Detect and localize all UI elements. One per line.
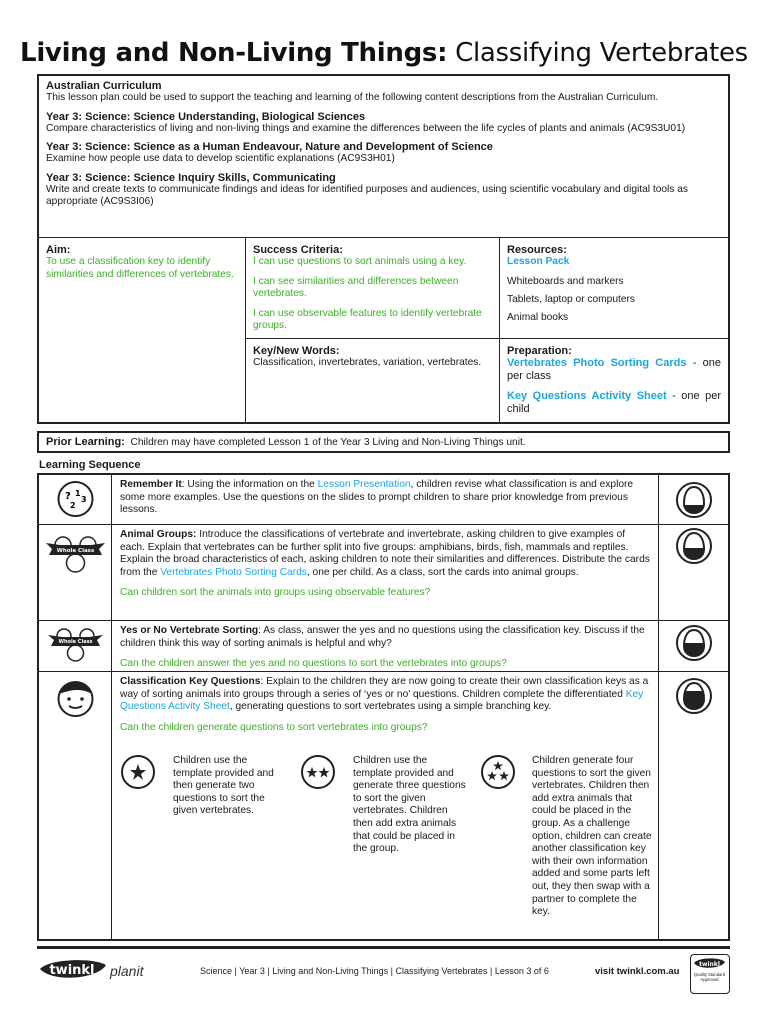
assessment-question: Can the children generate questions to sort vertebrates into groups? <box>120 721 428 733</box>
resource-item: Whiteboards and markers <box>507 275 624 287</box>
curriculum-heading: Australian Curriculum <box>46 80 162 92</box>
footer-divider <box>37 946 730 949</box>
resources-label: Resources: <box>507 244 567 256</box>
prior-label: Prior Learning: <box>46 436 125 448</box>
sequence-content: Classification Key Questions: Explain to the children they are now going to create their own classification keys as a way of sorting animals into groups through a series of ‘yes or no’ questions. Children complete the differentiated Key Questions Activity Sheet, generating questions to sort vertebrates using a simple branching key. Can the children generate questions to sort vertebrates into groups? <box>113 672 658 738</box>
differentiation-text: Children use the template provided and then generate two questions to sort the given vertebrates. <box>173 755 274 817</box>
curriculum-item-heading: Year 3: Science: Science Understanding, Biological Sciences <box>46 110 366 123</box>
svg-text:2: 2 <box>70 501 76 510</box>
success-label: Success Criteria: <box>253 244 343 256</box>
child-face-icon <box>39 672 112 732</box>
curriculum-item-text: Compare characteristics of living and non-living things and examine the differences between the life cycles of plants and animals (AC9S3U01) <box>46 122 686 134</box>
sequence-content: Animal Groups: Introduce the classifications of vertebrate and invertebrate, asking children to give examples of each. Explain that vertebrates can be further split into five groups: amphibians, birds, fish, mammals and reptiles. Explain the broad characteristics of each, asking children to note their similarities and differences. Distribute the cards from the Vertebrates Photo Sorting Cards, one per child. As a class, sort the cards into animal groups. Can children sort the animals into groups using observable features? <box>120 529 650 598</box>
assessment-egg-icon <box>659 475 729 525</box>
activity-sheet-link[interactable]: Key Questions Activity Sheet <box>120 688 644 712</box>
prep-text: - one per class <box>507 357 721 382</box>
prep-text: - one per child <box>507 390 721 415</box>
lesson-pack-link[interactable]: Lesson Pack <box>507 256 570 267</box>
quality-standard-badge: twinkl Quality Standard Approved <box>690 954 730 994</box>
curriculum-intro: This lesson plan could be used to support the teaching and learning of the following content descriptions from the Australian Curriculum. <box>46 92 659 103</box>
svg-text:Whole Class: Whole Class <box>56 548 95 554</box>
sequence-content: Remember It: Using the information on the Lesson Presentation, children revise what classification is and explore some more examples. Use the questions on the slides to prompt children to share prior knowledge from previous lessons. <box>120 479 634 515</box>
keywords-label: Key/New Words: <box>253 345 340 357</box>
curriculum-item-heading: Year 3: Science: Science Inquiry Skills, Communicating <box>46 171 336 184</box>
learning-sequence-label: Learning Sequence <box>39 459 141 471</box>
prior-learning-box <box>37 431 730 453</box>
assessment-egg-icon <box>659 621 729 672</box>
success-item: I can use questions to sort animals using a key. <box>253 256 467 267</box>
twinkl-logo <box>38 955 108 990</box>
differentiation-text: Children use the template provided and generate three questions to sort the given vertebrates. Children then add extra animals that could be placed in the group. <box>353 755 466 855</box>
success-item: I can see similarities and differences between vertebrates. <box>253 275 459 299</box>
svg-text:?: ? <box>65 491 71 502</box>
resource-item: Animal books <box>507 311 569 323</box>
keywords-text: Classification, invertebrates, variation, vertebrates. <box>253 357 482 368</box>
lesson-details-grid <box>39 237 728 422</box>
sorting-cards-link[interactable]: Vertebrates Photo Sorting Cards <box>507 357 687 369</box>
success-item: I can use observable features to identify vertebrate groups. <box>253 307 482 331</box>
assessment-egg-icon <box>659 525 729 621</box>
sequence-content: Yes or No Vertebrate Sorting: As class, answer the yes and no questions using the classification key. Discuss if the children think this way of sorting animals is helpful and why? Can the children answer the yes and no questions to sort the vertebrates into groups? <box>113 621 658 675</box>
svg-text:twinkl: twinkl <box>49 963 95 978</box>
curriculum-box <box>37 74 730 424</box>
footer-url[interactable]: visit twinkl.com.au <box>595 966 680 977</box>
sequence-row <box>39 672 728 939</box>
svg-text:3: 3 <box>81 495 87 504</box>
resources-cell <box>500 238 728 339</box>
aim-label: Aim: <box>46 244 71 256</box>
assessment-question: Can children sort the animals into groups using observable features? <box>120 587 431 598</box>
resource-item: Tablets, laptop or computers <box>507 293 635 305</box>
aim-cell <box>39 238 246 423</box>
assessment-question: Can the children answer the yes and no questions to sort the vertebrates into groups? <box>120 658 507 669</box>
sorting-cards-link[interactable]: Vertebrates Photo Sorting Cards <box>160 566 307 578</box>
curriculum-item-text: Examine how people use data to develop scientific explanations (AC9S3H01) <box>46 153 395 164</box>
curriculum-item-heading: Year 3: Science: Science as a Human Endeavour, Nature and Development of Science <box>46 141 493 153</box>
thinking-head-icon <box>39 475 112 525</box>
preparation-cell <box>500 339 728 420</box>
assessment-egg-icon <box>659 672 729 732</box>
two-star-icon <box>301 755 335 789</box>
lesson-presentation-link[interactable]: Lesson Presentation <box>317 479 411 490</box>
three-star-icon <box>481 755 515 789</box>
activity-sheet-link[interactable]: Key Questions Activity Sheet <box>507 390 667 402</box>
one-star-icon <box>121 755 155 789</box>
preparation-label: Preparation: <box>507 345 572 357</box>
sequence-row <box>39 621 728 672</box>
svg-text:1: 1 <box>75 489 81 498</box>
page-title: Living and Non-Living Things: Classifying Vertebrates <box>20 38 748 68</box>
aim-text: To use a classification key to identify similarities and differences of vertebrates. <box>46 256 234 280</box>
prior-text: Children may have completed Lesson 1 of the Year 3 Living and Non-Living Things unit. <box>130 437 526 448</box>
key-words-cell <box>246 339 499 374</box>
whole-class-icon <box>39 525 112 621</box>
svg-text:Whole Class: Whole Class <box>58 639 93 645</box>
svg-text:twinkl: twinkl <box>699 961 720 968</box>
footer-text: Science | Year 3 | Living and Non-Living Things | Classifying Vertebrates | Lesson 3 of 6 <box>200 966 549 976</box>
success-criteria-cell <box>246 238 499 339</box>
whole-class-icon <box>39 621 112 672</box>
planit-logo: planit <box>110 963 144 979</box>
sequence-row <box>39 525 728 621</box>
learning-sequence-table <box>37 473 730 941</box>
curriculum-item-text: Write and create texts to communicate findings and ideas for identified purposes and audiences, using scientific vocabulary and digital tools as appropriate (AC9S3I06) <box>46 183 688 207</box>
differentiation-text: Children generate four questions to sort the given vertebrates. Children then add extra animals that could be placed in the group. As a challenge option, children can create another classification key with their own information added and some parts left out, they then swap with a partner to complete the key. <box>532 755 652 918</box>
sequence-row <box>39 475 728 525</box>
